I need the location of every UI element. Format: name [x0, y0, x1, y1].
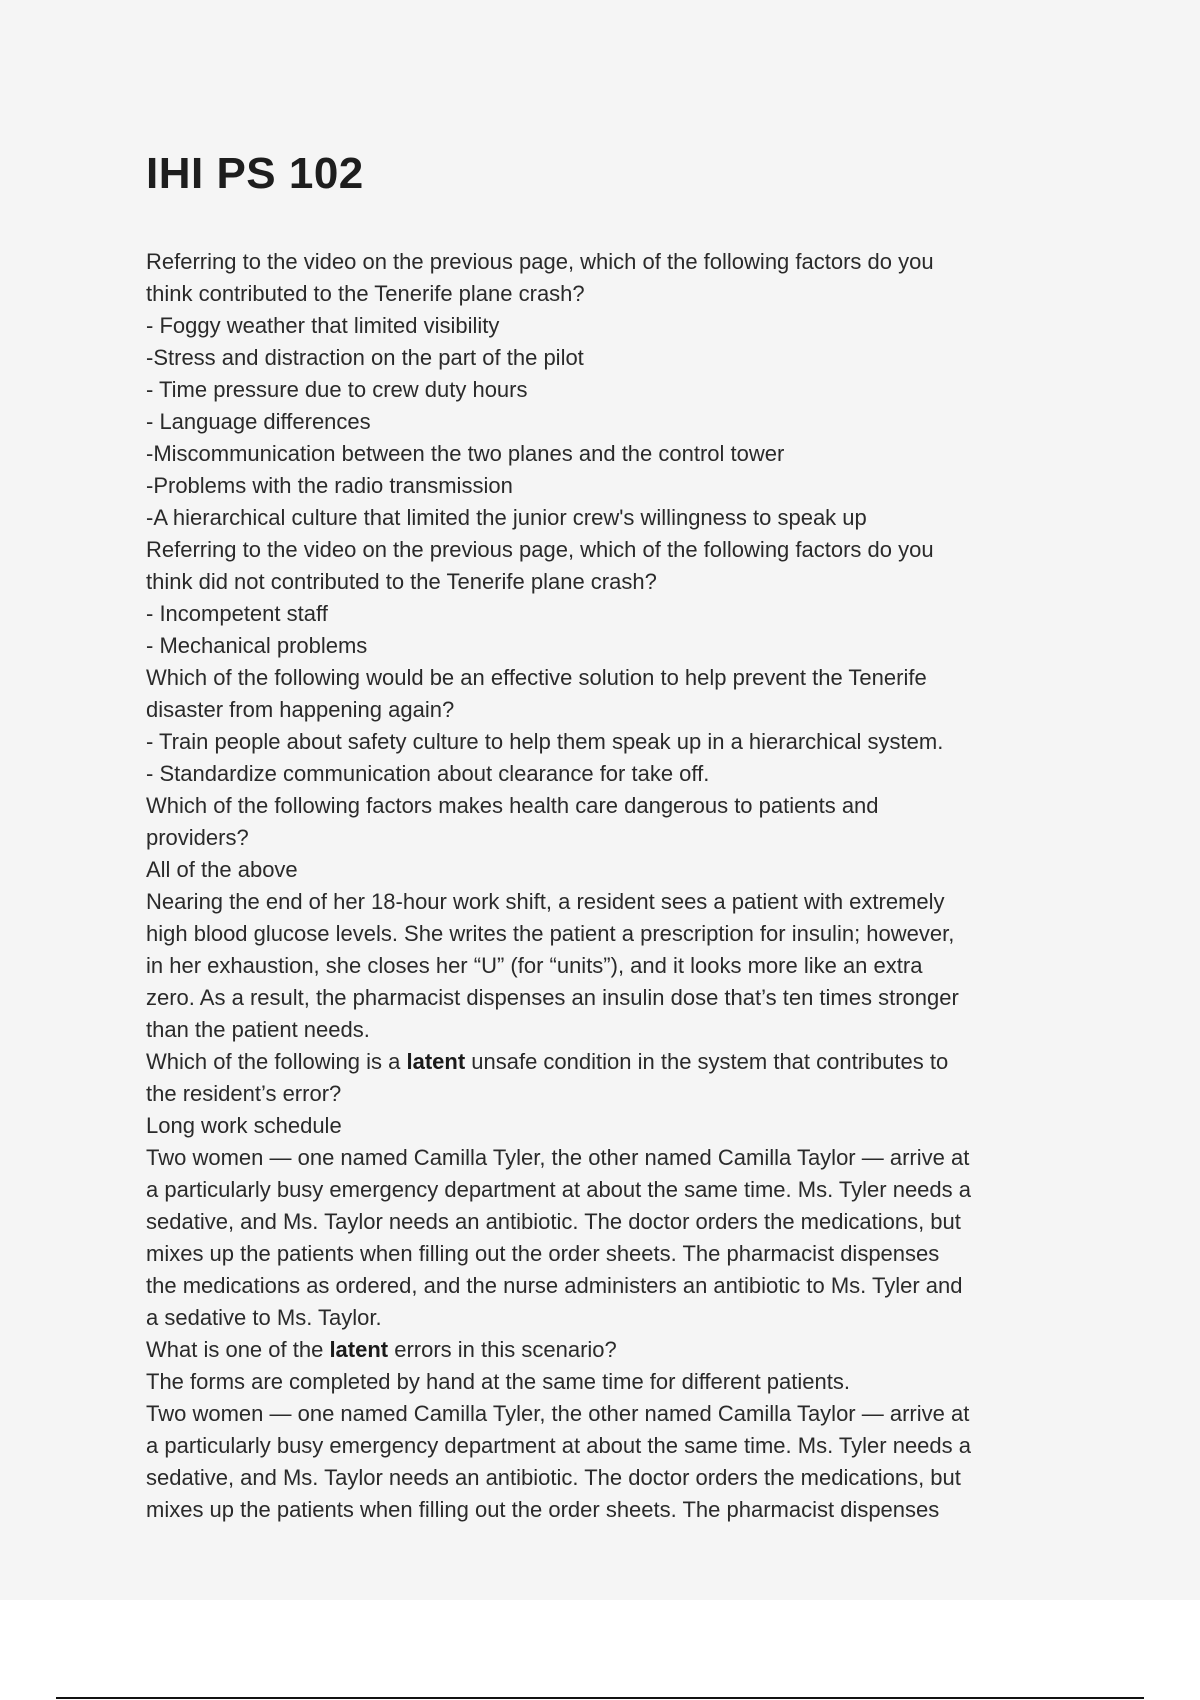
- text-line: - Language differences: [146, 409, 371, 434]
- text-line: - Foggy weather that limited visibility: [146, 313, 500, 338]
- text-segment: unsafe condition in the system that contributes to: [465, 1049, 949, 1074]
- document-body: [146, 246, 1066, 1526]
- text-line: a particularly busy emergency department at about the same time. Ms. Tyler needs a: [146, 1433, 971, 1458]
- text-line: -Miscommunication between the two planes and the control tower: [146, 441, 785, 466]
- text-line: Which of the following factors makes health care dangerous to patients and: [146, 793, 879, 818]
- text-segment: Which of the following is a: [146, 1049, 407, 1074]
- text-line: the medications as ordered, and the nurse administers an antibiotic to Ms. Tyler and: [146, 1273, 963, 1298]
- text-line: Referring to the video on the previous page, which of the following factors do you: [146, 537, 934, 562]
- text-line: the resident’s error?: [146, 1081, 342, 1106]
- text-line: - Time pressure due to crew duty hours: [146, 377, 528, 402]
- text-line: - Standardize communication about clearance for take off.: [146, 761, 710, 786]
- text-line: think contributed to the Tenerife plane crash?: [146, 281, 585, 306]
- document-content: [146, 150, 1066, 1526]
- text-line: high blood glucose levels. She writes the patient a prescription for insulin; however,: [146, 921, 955, 946]
- text-line: mixes up the patients when filling out the order sheets. The pharmacist dispenses: [146, 1497, 940, 1522]
- bold-term: latent: [329, 1337, 389, 1362]
- text-line: -Problems with the radio transmission: [146, 473, 513, 498]
- document-title: IHI PS 102: [146, 149, 364, 198]
- text-line: -Stress and distraction on the part of the pilot: [146, 345, 584, 370]
- text-line: [146, 1334, 1066, 1366]
- text-line: Nearing the end of her 18-hour work shift, a resident sees a patient with extremely: [146, 889, 945, 914]
- text-line: Referring to the video on the previous page, which of the following factors do you: [146, 249, 934, 274]
- text-line: Two women — one named Camilla Tyler, the other named Camilla Taylor — arrive at: [146, 1145, 970, 1170]
- text-line: [146, 1046, 1066, 1078]
- text-line: Two women — one named Camilla Tyler, the other named Camilla Taylor — arrive at: [146, 1401, 970, 1426]
- text-line: - Incompetent staff: [146, 601, 328, 626]
- text-line: a particularly busy emergency department at about the same time. Ms. Tyler needs a: [146, 1177, 971, 1202]
- text-segment: errors in this scenario?: [388, 1337, 617, 1362]
- text-line: - Mechanical problems: [146, 633, 368, 658]
- text-line: in her exhaustion, she closes her “U” (for “units”), and it looks more like an extra: [146, 953, 923, 978]
- text-line: than the patient needs.: [146, 1017, 370, 1042]
- text-line: -A hierarchical culture that limited the junior crew's willingness to speak up: [146, 505, 867, 530]
- text-line: Long work schedule: [146, 1113, 342, 1138]
- text-line: Which of the following would be an effective solution to help prevent the Tenerife: [146, 665, 927, 690]
- text-segment: What is one of the: [146, 1337, 330, 1362]
- footer-divider: [56, 1697, 1144, 1699]
- text-line: The forms are completed by hand at the same time for different patients.: [146, 1369, 850, 1394]
- bold-term: latent: [406, 1049, 466, 1074]
- text-line: sedative, and Ms. Taylor needs an antibiotic. The doctor orders the medications, but: [146, 1465, 961, 1490]
- text-line: All of the above: [146, 857, 298, 882]
- text-line: zero. As a result, the pharmacist dispenses an insulin dose that’s ten times stronger: [146, 985, 959, 1010]
- text-line: - Train people about safety culture to help them speak up in a hierarchical system.: [146, 729, 944, 754]
- text-line: mixes up the patients when filling out the order sheets. The pharmacist dispenses: [146, 1241, 940, 1266]
- text-line: a sedative to Ms. Taylor.: [146, 1305, 382, 1330]
- text-line: disaster from happening again?: [146, 697, 455, 722]
- text-line: think did not contributed to the Tenerife plane crash?: [146, 569, 657, 594]
- text-line: providers?: [146, 825, 249, 850]
- text-line: sedative, and Ms. Taylor needs an antibiotic. The doctor orders the medications, but: [146, 1209, 961, 1234]
